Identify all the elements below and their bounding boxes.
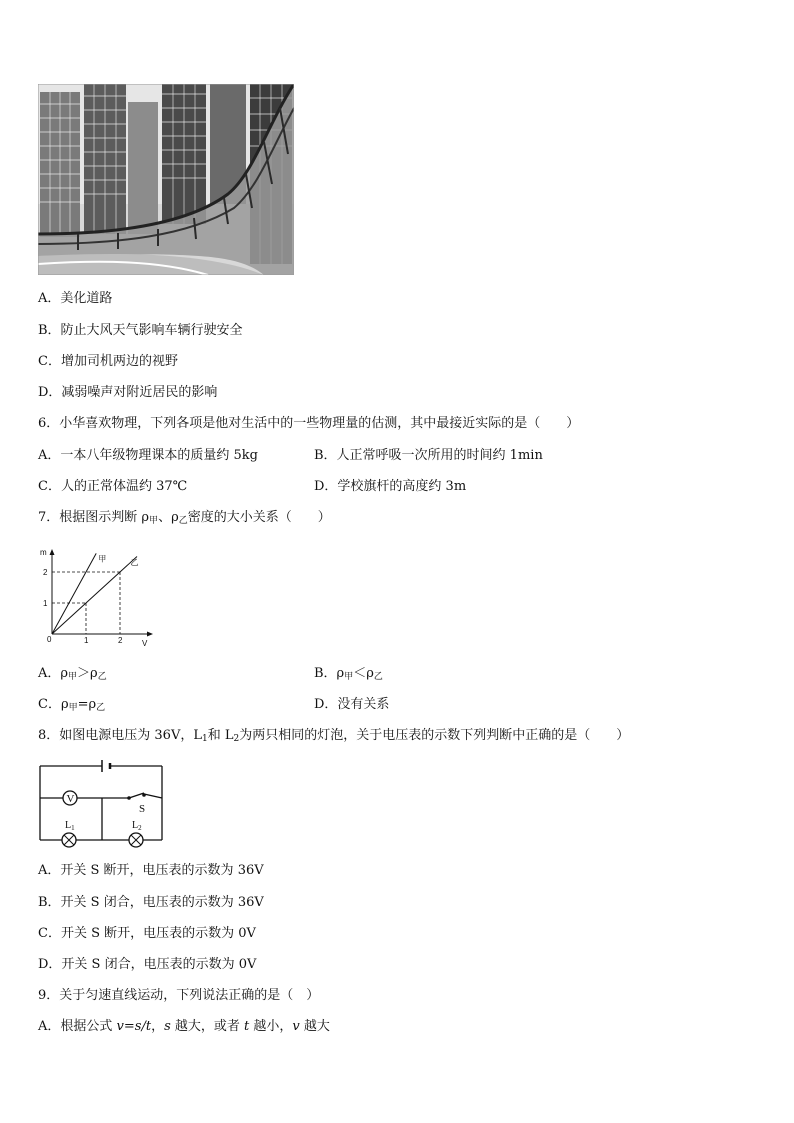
q8-stem-suffix: 为两只相同的灯泡，关于电压表的示数下列判断中正确的是（ ） — [239, 728, 630, 743]
y-axis-label: m — [40, 548, 47, 557]
series-label-jia: 甲 — [98, 554, 107, 564]
q7-c-sub2: 乙 — [96, 703, 106, 713]
q7-a-sub1: 甲 — [68, 672, 78, 682]
noise-barrier-photo — [38, 84, 294, 275]
q7-c-sub1: 甲 — [68, 703, 78, 713]
q8-stem-sub1: 1 — [201, 734, 208, 744]
q9-a-text-5: 越大 — [299, 1019, 330, 1034]
q8-stem-sub2: 2 — [233, 734, 240, 744]
q9-stem: 9．关于匀速直线运动，下列说法正确的是（ ） — [38, 988, 320, 1003]
q7-b-sub2: 乙 — [373, 672, 383, 682]
q9-a-text-3: 越大，或者 — [170, 1019, 245, 1034]
q6-stem: 6．小华喜欢物理，下列各项是他对生活中的一些物理量的估测，其中最接近实际的是（ ） — [38, 416, 580, 431]
series-line-2 — [52, 557, 137, 635]
q8-stem-prefix: 8．如图电源电压为 36V，L — [38, 728, 202, 743]
q7-b-op: ＜ρ — [353, 666, 374, 681]
q5-option-b[interactable]: B．防止大风天气影响车辆行驶安全 — [38, 323, 243, 338]
switch-label: S — [139, 803, 146, 815]
q7-b-prefix: B．ρ — [314, 666, 345, 681]
y-tick-label-1: 1 — [43, 599, 48, 608]
series-label-yi: 乙 — [130, 558, 139, 568]
q7-a-sub2: 乙 — [97, 672, 107, 682]
q8-stem — [38, 728, 629, 747]
x-axis-label: V — [142, 639, 148, 648]
q7-c-op: =ρ — [77, 697, 97, 712]
q5-option-c[interactable]: C．增加司机两边的视野 — [38, 354, 178, 369]
lamp-l2-label: $L_2$ — [132, 820, 142, 832]
q7-option-d[interactable]: D．没有关系 — [314, 697, 390, 712]
q7-a-op: ＞ρ — [77, 666, 98, 681]
q7-option-b[interactable] — [314, 666, 383, 685]
q6-option-d[interactable]: D．学校旗杆的高度约 3m — [314, 479, 467, 494]
q9-a-text-4: 越小， — [249, 1019, 293, 1034]
q7-stem-suffix: 密度的大小关系（ ） — [187, 510, 331, 525]
q6-option-b[interactable]: B．人正常呼吸一次所用的时间约 1min — [314, 448, 543, 463]
q7-stem-prefix: 7．根据图示判断 ρ — [38, 510, 150, 525]
q7-stem-sub2: 乙 — [178, 516, 188, 526]
q9-option-a[interactable] — [38, 1019, 330, 1035]
mass-volume-graph — [34, 546, 158, 650]
x-tick-label-1: 1 — [84, 636, 89, 645]
q6-option-a[interactable]: A．一本八年级物理课本的质量约 5kg — [38, 448, 258, 463]
x-axis-arrow — [147, 632, 153, 637]
q9-a-var-s: s — [164, 1019, 171, 1034]
q5-option-d[interactable]: D．减弱噪声对附近居民的影响 — [38, 385, 218, 400]
q7-a-prefix: A．ρ — [38, 666, 69, 681]
q9-a-var-t: t — [244, 1019, 250, 1034]
q7-stem — [38, 510, 331, 529]
x-tick-label-2: 2 — [118, 636, 123, 645]
q8-option-c[interactable]: C．开关 S 断开，电压表的示数为 0V — [38, 926, 256, 941]
q7-option-c[interactable] — [38, 697, 105, 716]
q7-stem-sub1: 甲 — [149, 516, 159, 526]
q7-b-sub1: 甲 — [344, 672, 354, 682]
circuit-diagram — [36, 758, 168, 850]
q9-a-formula-s-over-t: s/t — [134, 1019, 152, 1034]
voltmeter-label: V — [66, 793, 75, 805]
q8-option-b[interactable]: B．开关 S 闭合，电压表的示数为 36V — [38, 895, 264, 910]
q5-option-a[interactable]: A．美化道路 — [38, 291, 113, 306]
y-axis-arrow — [50, 549, 55, 555]
lamp-l1-label: $L_1$ — [65, 820, 75, 832]
q9-a-equals: = — [123, 1019, 135, 1034]
q6-option-c[interactable]: C．人的正常体温约 37℃ — [38, 479, 188, 494]
switch-blade — [129, 793, 144, 798]
q7-option-a[interactable] — [38, 666, 107, 685]
origin-label: 0 — [47, 635, 52, 644]
q8-stem-and: 和 L — [207, 728, 234, 743]
q9-a-text-1: A．根据公式 — [38, 1019, 117, 1034]
q9-a-var-v: v — [116, 1019, 124, 1034]
q9-a-var-v2: v — [292, 1019, 300, 1034]
y-tick-label-2: 2 — [43, 568, 48, 577]
q8-option-a[interactable]: A．开关 S 断开，电压表的示数为 36V — [38, 863, 264, 878]
q7-c-prefix: C．ρ — [38, 697, 69, 712]
series-line-1 — [52, 553, 96, 634]
q7-stem-mid: 、ρ — [158, 510, 179, 525]
q8-option-d[interactable]: D．开关 S 闭合，电压表的示数为 0V — [38, 957, 257, 972]
q9-a-text-2: ， — [151, 1019, 165, 1034]
